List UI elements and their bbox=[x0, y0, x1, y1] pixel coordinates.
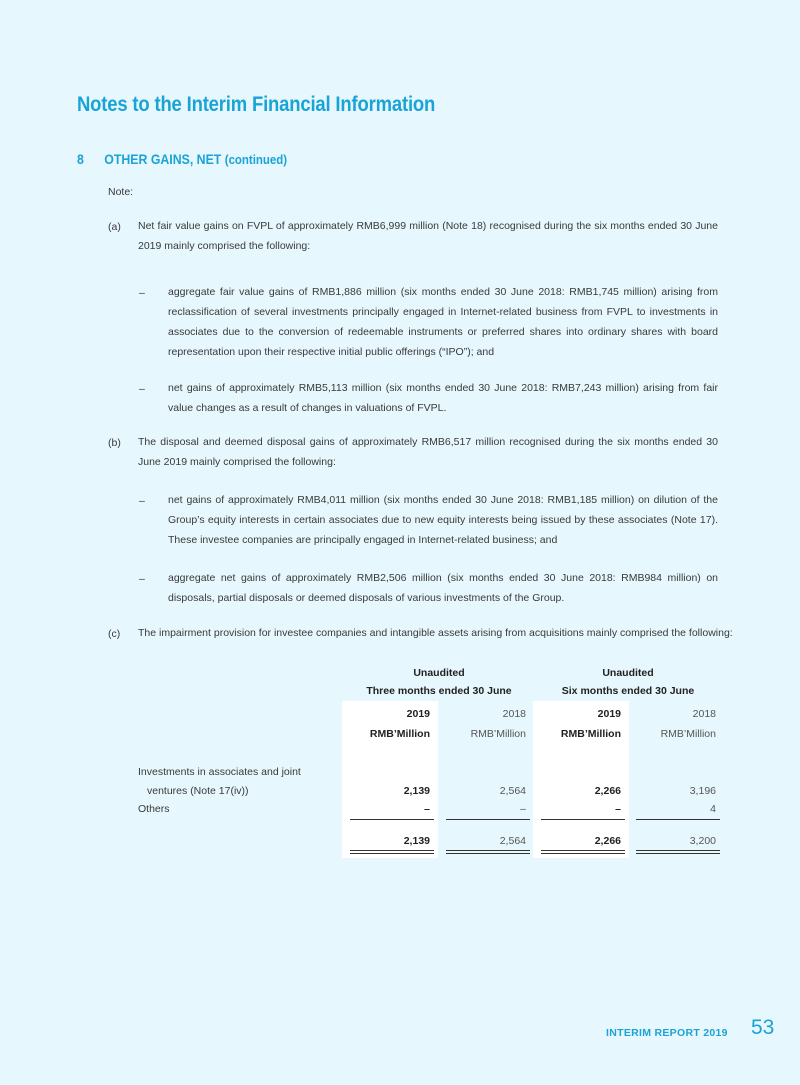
total-cell: 2,564 bbox=[499, 835, 526, 847]
table-cell: 2,564 bbox=[499, 785, 526, 797]
item-a-bullet-2: net gains of approximately RMB5,113 million (six months ended 30 June 2018: RMB7,243 million) arising from fair value changes as a result of changes in valuations of FVPL. bbox=[168, 382, 718, 414]
table-cell: 3,196 bbox=[689, 785, 716, 797]
total-cell: 3,200 bbox=[689, 835, 716, 847]
total-rule bbox=[446, 850, 530, 854]
section-heading bbox=[77, 151, 287, 167]
unit-header: RMB’Million bbox=[660, 728, 716, 740]
bullet-marker: – bbox=[139, 495, 145, 507]
year-header: 2019 bbox=[597, 708, 621, 720]
section-continued: (continued) bbox=[224, 152, 288, 167]
footer-label: INTERIM REPORT 2019 bbox=[606, 1027, 728, 1039]
group-period: Three months ended 30 June bbox=[366, 685, 512, 697]
item-c-text: The impairment provision for investee companies and intangible assets arising from acquisitions mainly comprised the following: bbox=[138, 627, 733, 639]
item-a-text: Net fair value gains on FVPL of approximately RMB6,999 million (Note 18) recognised during the six months ended 30 June 2019 mainly comprised the following: bbox=[138, 220, 718, 252]
bullet-marker: – bbox=[139, 573, 145, 585]
item-a-bullet-1: aggregate fair value gains of RMB1,886 million (six months ended 30 June 2018: RMB1,745 million) arising from reclassification of several investments principally engaged in Internet-related business from FVPL to investments in associates due to the conversion of redeemable instruments or preferred shares into ordinary shares with board representation upon their respective initial public offerings (“IPO”); and bbox=[168, 286, 718, 358]
table-cell: 2,266 bbox=[594, 785, 621, 797]
row-label: Others bbox=[138, 803, 170, 815]
total-cell: 2,139 bbox=[403, 835, 430, 847]
table-cell: – bbox=[520, 803, 526, 815]
item-b-label: (b) bbox=[108, 437, 121, 449]
bullet-marker: – bbox=[139, 383, 145, 395]
item-b-text: The disposal and deemed disposal gains of approximately RMB6,517 million recognised during the six months ended 30 June 2019 mainly comprised the following: bbox=[138, 436, 718, 468]
item-b-bullet-2: aggregate net gains of approximately RMB2,506 million (six months ended 30 June 2018: RMB984 million) on disposals, partial disposals or deemed disposals of various investments of the Group. bbox=[168, 572, 718, 604]
page-title: Notes to the Interim Financial Information bbox=[77, 93, 436, 116]
unit-header: RMB’Million bbox=[470, 728, 526, 740]
item-c-label: (c) bbox=[108, 628, 121, 640]
table-cell: 2,139 bbox=[403, 785, 430, 797]
section-number: 8 bbox=[77, 151, 84, 167]
unit-header: RMB’Million bbox=[560, 728, 621, 740]
item-a-label: (a) bbox=[108, 221, 121, 233]
row-label: ventures (Note 17(iv)) bbox=[147, 785, 249, 797]
item-b-bullet-1: net gains of approximately RMB4,011 million (six months ended 30 June 2018: RMB1,185 million) on dilution of the Group’s equity interests in certain associates due to new equity interests being issued by these associates (Note 17). These investee companies are principally engaged in Internet-related business; and bbox=[168, 494, 718, 546]
row-label: Investments in associates and joint bbox=[138, 766, 301, 778]
group-status: Unaudited bbox=[413, 667, 465, 679]
group-status: Unaudited bbox=[602, 667, 654, 679]
table-cell: 4 bbox=[710, 803, 716, 815]
total-rule bbox=[541, 850, 625, 854]
subtotal-rule bbox=[541, 819, 625, 820]
total-rule bbox=[350, 850, 434, 854]
total-rule bbox=[636, 850, 720, 854]
subtotal-rule bbox=[446, 819, 530, 820]
table-cell: – bbox=[615, 803, 621, 815]
year-header: 2019 bbox=[406, 708, 430, 720]
note-label: Note: bbox=[108, 186, 134, 198]
subtotal-rule bbox=[636, 819, 720, 820]
page-number: 53 bbox=[751, 1016, 775, 1039]
bullet-marker: – bbox=[139, 287, 145, 299]
total-cell: 2,266 bbox=[594, 835, 621, 847]
year-header: 2018 bbox=[502, 708, 526, 720]
section-title: OTHER GAINS, NET bbox=[104, 151, 222, 167]
year-header: 2018 bbox=[692, 708, 716, 720]
group-period: Six months ended 30 June bbox=[561, 685, 695, 697]
subtotal-rule bbox=[350, 819, 434, 820]
unit-header: RMB’Million bbox=[369, 728, 430, 740]
table-cell: – bbox=[424, 803, 430, 815]
